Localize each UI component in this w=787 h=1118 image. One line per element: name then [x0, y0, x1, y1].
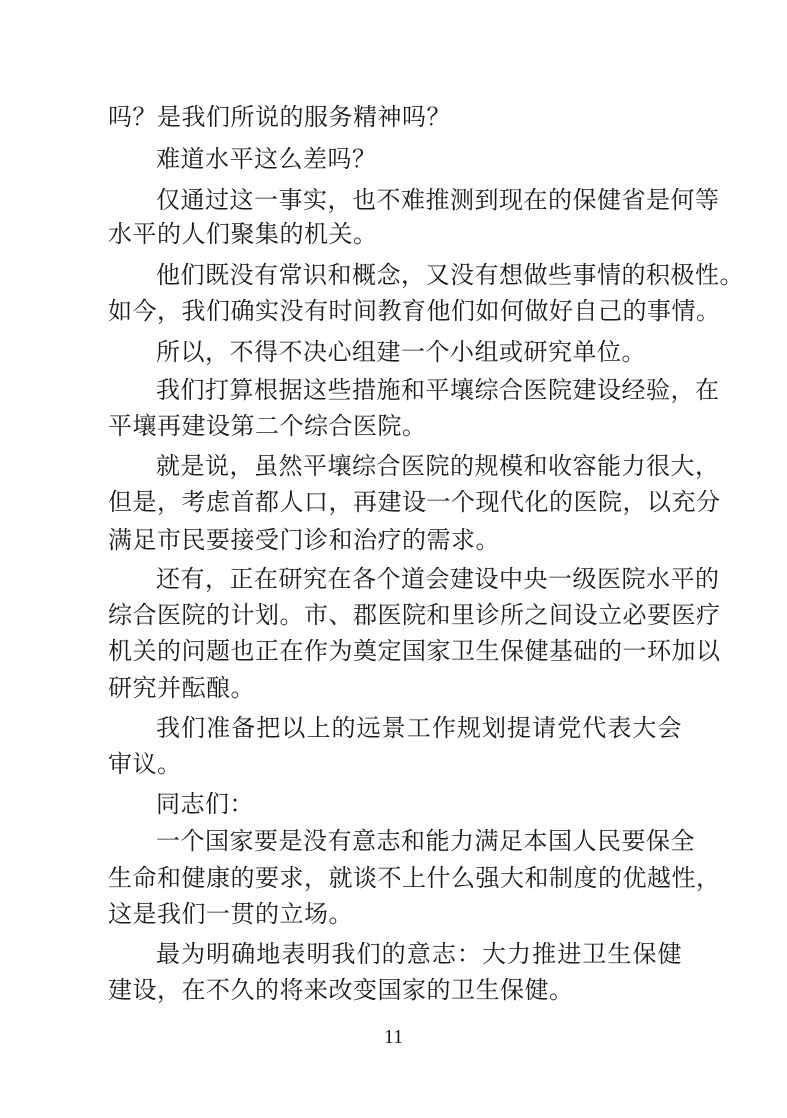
text-line: 我们准备把以上的远景工作规划提请党代表大会 [156, 714, 682, 742]
text-line: 这是我们一贯的立场。 [108, 900, 353, 928]
text-line: 同志们： [156, 790, 254, 818]
text-line: 难道水平这么差吗？ [156, 145, 377, 173]
text-line: 建设，在不久的将来改变国家的卫生保健。 [108, 976, 574, 1004]
text-line: 我们打算根据这些措施和平壤综合医院建设经验，在 [156, 376, 720, 404]
text-line: 满足市民要接受门诊和治疗的需求。 [108, 526, 500, 554]
text-line: 还有，正在研究在各个道会建设中央一级医院水平的 [156, 565, 720, 593]
text-line: 他们既没有常识和概念，又没有想做些事情的积极性。 [156, 261, 744, 289]
page-number: 11 [383, 1026, 404, 1048]
text-line: 综合医院的计划。市、郡医院和里诊所之间设立必要医疗 [108, 601, 721, 629]
text-line: 仅通过这一事实，也不难推测到现在的保健省是何等 [156, 186, 720, 214]
text-line: 研究并酝酿。 [108, 674, 255, 702]
text-line: 就是说，虽然平壤综合医院的规模和收容能力很大， [156, 452, 720, 480]
text-line: 吗？是我们所说的服务精神吗？ [108, 103, 451, 131]
text-line: 一个国家要是没有意志和能力满足本国人民要保全 [156, 827, 695, 855]
text-line: 生命和健康的要求，就谈不上什么强大和制度的优越性， [108, 864, 721, 892]
text-line: 如今，我们确实没有时间教育他们如何做好自己的事情。 [108, 297, 721, 325]
text-line: 但是，考虑首都人口，再建设一个现代化的医院，以充分 [108, 488, 721, 516]
text-line: 最为明确地表明我们的意志：大力推进卫生保健 [156, 940, 682, 968]
text-line: 平壤再建设第二个综合医院。 [108, 412, 427, 440]
text-line: 审议。 [108, 750, 182, 778]
text-line: 水平的人们聚集的机关。 [108, 220, 378, 248]
text-line: 所以，不得不决心组建一个小组或研究单位。 [156, 338, 646, 366]
text-line: 机关的问题也正在作为奠定国家卫生保健基础的一环加以 [108, 637, 721, 665]
